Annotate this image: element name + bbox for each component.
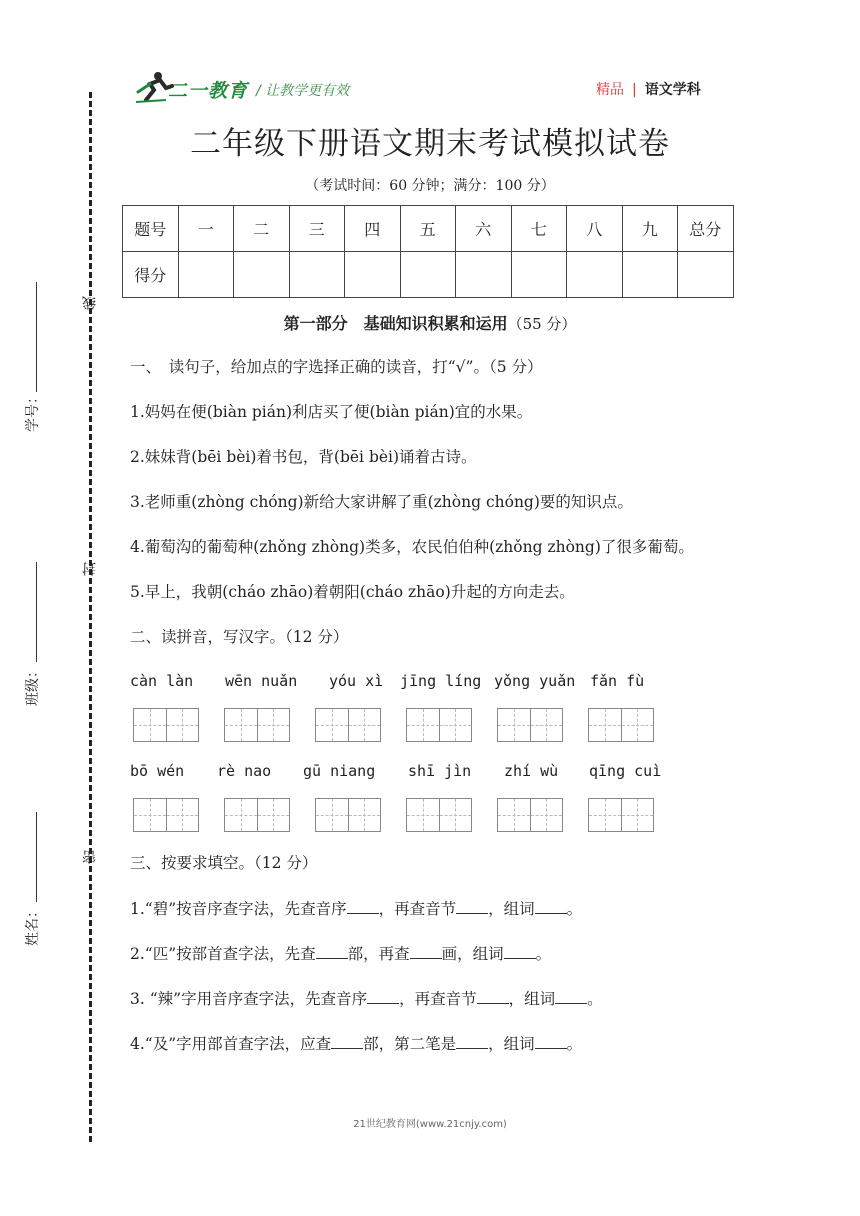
pinyin-label: zhí wù: [504, 762, 559, 780]
student-id-field[interactable]: [36, 282, 37, 392]
score-table-score-row: [123, 252, 734, 298]
pinyin-label: jīng líng: [400, 672, 482, 690]
pinyin-label: yóu xì: [329, 672, 384, 690]
item-text: ，组词: [488, 1035, 535, 1053]
class-field[interactable]: [36, 562, 37, 662]
quality-tag: 精品: [596, 82, 624, 98]
table-cell: 二: [234, 206, 290, 252]
pinyin-label: qīng cuì: [589, 762, 662, 780]
writing-grid[interactable]: [406, 798, 472, 832]
writing-grid[interactable]: [315, 708, 381, 742]
brand-slogan: / 让教学更有效: [256, 83, 350, 99]
fill-blank-item: [130, 897, 582, 919]
binding-mark-line: 线: [82, 296, 98, 310]
score-cell[interactable]: [456, 252, 512, 298]
score-cell[interactable]: [178, 252, 234, 298]
score-cell[interactable]: [289, 252, 345, 298]
table-cell: 三: [289, 206, 345, 252]
score-label-cell: 得分: [123, 252, 179, 298]
item-text: ，再查音节: [378, 900, 457, 918]
section-heading: [0, 311, 860, 334]
pinyin-label: gū niang: [303, 762, 376, 780]
pinyin-label: yǒng yuǎn: [494, 672, 576, 690]
fill-blank-item: [130, 1032, 582, 1054]
brand-name: 二一教育: [168, 80, 249, 102]
exam-subtitle: （考试时间：60 分钟；满分：100 分）: [305, 178, 555, 194]
writing-grid[interactable]: [497, 708, 563, 742]
answer-blank[interactable]: [410, 946, 442, 959]
name-field[interactable]: [36, 812, 37, 902]
answer-blank[interactable]: [331, 1036, 363, 1049]
section-points: （55 分）: [507, 315, 577, 333]
table-cell: 八: [567, 206, 623, 252]
item-text: 2.“匹”按部首查字法，先查: [130, 945, 316, 963]
table-cell: 七: [511, 206, 567, 252]
item-text: 。: [587, 990, 603, 1008]
item-text: 4.“及”字用部首查字法，应查: [130, 1035, 332, 1053]
pinyin-label: shī jìn: [408, 762, 472, 780]
writing-grid[interactable]: [315, 798, 381, 832]
writing-grid[interactable]: [588, 798, 654, 832]
answer-blank[interactable]: [504, 946, 536, 959]
student-id-label: 学号：: [25, 390, 41, 432]
class-label: 班级：: [25, 664, 41, 706]
pinyin-label: rè nao: [217, 762, 272, 780]
question-heading: 一、 读句子，给加点的字选择正确的读音，打“√”。（5 分）: [130, 358, 543, 376]
binding-mark-seal: 封: [82, 562, 98, 576]
score-cell[interactable]: [345, 252, 401, 298]
fill-blank-item: [130, 987, 603, 1009]
score-table-header-row: [123, 206, 734, 252]
name-label: 姓名：: [25, 904, 41, 946]
item-text: ，组词: [508, 990, 556, 1008]
writing-grid[interactable]: [588, 708, 654, 742]
answer-blank[interactable]: [456, 901, 488, 914]
exam-title: 二年级下册语文期末考试模拟试卷: [190, 126, 670, 162]
answer-blank[interactable]: [316, 946, 348, 959]
binding-mark-secret: 密: [82, 850, 98, 864]
question-heading: 二、读拼音，写汉字。（12 分）: [130, 628, 349, 646]
item-text: ，组词: [488, 900, 535, 918]
table-cell: 六: [456, 206, 512, 252]
item-text: 部，再查: [347, 945, 410, 963]
item-text: ，再查音节: [399, 990, 477, 1008]
writing-grid[interactable]: [133, 708, 199, 742]
table-cell: 题号: [123, 206, 179, 252]
score-cell[interactable]: [234, 252, 290, 298]
tag-separator: |: [632, 82, 637, 98]
answer-blank[interactable]: [477, 991, 509, 1004]
item-text: 1.“碧”按音序查字法，先查音序: [130, 900, 347, 918]
writing-grid[interactable]: [133, 798, 199, 832]
score-table: [122, 205, 734, 298]
pinyin-label: wēn nuǎn: [225, 672, 298, 690]
answer-blank[interactable]: [456, 1036, 488, 1049]
table-cell: 五: [400, 206, 456, 252]
answer-blank[interactable]: [555, 991, 587, 1004]
score-cell[interactable]: [400, 252, 456, 298]
table-cell: 一: [178, 206, 234, 252]
header-tags: [596, 79, 701, 99]
answer-blank[interactable]: [535, 1036, 567, 1049]
score-cell[interactable]: [511, 252, 567, 298]
question-item[interactable]: 4.葡萄沟的葡萄种(zhǒng zhòng)类多，农民伯伯种(zhǒng zhòng)了很多葡萄。: [130, 538, 694, 556]
pinyin-label: fǎn fù: [590, 672, 645, 690]
item-text: 。: [566, 900, 583, 918]
writing-grid[interactable]: [497, 798, 563, 832]
item-text: 。: [535, 945, 552, 963]
writing-grid[interactable]: [224, 798, 290, 832]
question-item[interactable]: 1.妈妈在便(biàn pián)利店买了便(biàn pián)宜的水果。: [130, 403, 533, 421]
item-text: 3. “辣”字用音序查字法，先查音序: [130, 990, 368, 1008]
score-cell[interactable]: [622, 252, 678, 298]
table-cell: 四: [345, 206, 401, 252]
pinyin-label: càn làn: [130, 672, 194, 690]
question-heading: 三、按要求填空。（12 分）: [130, 854, 318, 872]
item-text: 画，组词: [441, 945, 504, 963]
answer-blank[interactable]: [347, 901, 379, 914]
table-cell: 九: [622, 206, 678, 252]
pinyin-label: bō wén: [130, 762, 185, 780]
writing-grid[interactable]: [224, 708, 290, 742]
writing-grid[interactable]: [406, 708, 472, 742]
page-footer: 21世纪教育网(www.21cnjy.com): [353, 1119, 507, 1130]
answer-blank[interactable]: [535, 901, 567, 914]
item-text: 部，第二笔是: [363, 1035, 457, 1053]
table-cell: 总分: [678, 206, 734, 252]
item-text: 。: [566, 1035, 583, 1053]
subject-tag: 语文学科: [644, 82, 701, 98]
question-item[interactable]: 3.老师重(zhòng chóng)新给大家讲解了重(zhòng chóng)要的知识点。: [130, 493, 633, 511]
score-cell[interactable]: [678, 252, 734, 298]
answer-blank[interactable]: [367, 991, 399, 1004]
question-item[interactable]: 2.妹妹背(bēi bèi)着书包，背(bēi bèi)诵着古诗。: [130, 448, 477, 466]
score-cell[interactable]: [567, 252, 623, 298]
fill-blank-item: [130, 942, 551, 964]
question-item[interactable]: 5.早上，我朝(cháo zhāo)着朝阳(cháo zhāo)升起的方向走去。: [130, 583, 575, 601]
binding-dashed-line: [89, 92, 92, 1142]
section-title: 第一部分 基础知识积累和运用: [283, 314, 508, 333]
